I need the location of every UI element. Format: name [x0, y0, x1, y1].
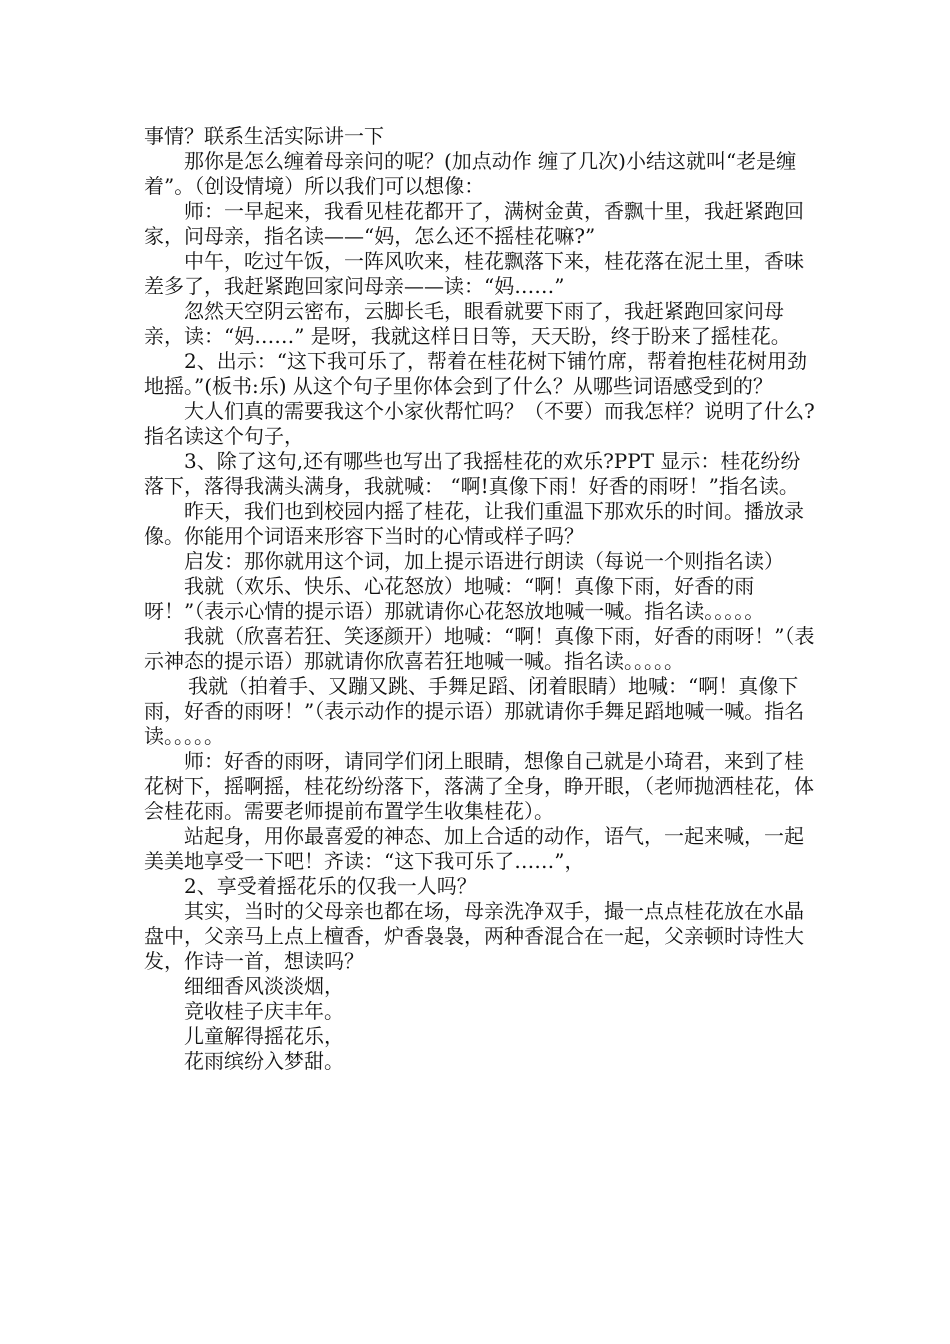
document-body	[144, 124, 820, 1074]
poem-line: 花雨缤纷入梦甜。	[184, 1049, 344, 1073]
paragraph: 昨天，我们也到校园内摇了桂花，让我们重温下那欢乐的时间。播放录像。你能用个词语来形容下当时的心情或样子吗？	[144, 499, 804, 548]
paragraph: 师：一早起来，我看见桂花都开了，满树金黄，香飘十里，我赶紧跑回家，问母亲，指名读——“妈，怎么还不摇桂花嘛?”	[144, 199, 804, 248]
poem-line: 竞收桂子庆丰年。	[184, 999, 344, 1023]
paragraph: 师：好香的雨呀，请同学们闭上眼睛，想像自己就是小琦君，来到了桂花树下，摇啊摇，桂花纷纷落下，落满了全身，睁开眼，（老师抛洒桂花，体会桂花雨。需要老师提前布置学生收集桂花）。	[144, 749, 814, 823]
paragraph: 启发：那你就用这个词，加上提示语进行朗读（每说一个则指名读）	[184, 549, 784, 573]
poem-line: 细细香风淡淡烟，	[184, 974, 344, 998]
paragraph: 忽然天空阴云密布，云脚长毛，眼看就要下雨了，我赶紧跑回家问母亲，读：“妈……” 是呀，我就这样日日等，天天盼，终于盼来了摇桂花。	[144, 299, 791, 348]
paragraph: 3、除了这句,还有哪些也写出了我摇桂花的欢乐?PPT 显示：桂花纷纷落下，落得我满头满身，我就喊： “啊!真像下雨！好香的雨呀！”指名读。	[144, 449, 801, 498]
paragraph: 站起身，用你最喜爱的神态、加上合适的动作，语气，一起来喊，一起美美地享受一下吧！齐读：“这下我可乐了……”，	[144, 824, 804, 873]
paragraph: 2、出示：“这下我可乐了，帮着在桂花树下铺竹席，帮着抱桂花树用劲地摇。”(板书:乐) 从这个句子里你体会到了什么？从哪些词语感受到的？	[144, 349, 807, 398]
paragraph: 大人们真的需要我这个小家伙帮忙吗？（不要）而我怎样？说明了什么?指名读这个句子，	[144, 399, 815, 448]
poem	[144, 974, 820, 1074]
paragraph: 其实，当时的父母亲也都在场，母亲洗净双手，撮一点点桂花放在水晶盘中，父亲马上点上檀香，炉香袅袅，两种香混合在一起，父亲顿时诗性大发，作诗一首，想读吗？	[144, 899, 804, 973]
paragraph: 中午，吃过午饭，一阵风吹来，桂花飘落下来，桂花落在泥土里，香味差多了，我赶紧跑回家问母亲——读：“妈……”	[144, 249, 804, 298]
paragraph: 我就（拍着手、又蹦又跳、手舞足蹈、闭着眼睛）地喊：“啊！真像下雨，好香的雨呀！”（表示动作的提示语）那就请你手舞足蹈地喊一喊。指名读。。。。。	[144, 674, 805, 748]
paragraph: 事情？联系生活实际讲一下	[144, 124, 384, 148]
poem-line: 儿童解得摇花乐，	[184, 1024, 344, 1048]
paragraph: 我就（欢乐、快乐、心花怒放）地喊：“啊！真像下雨，好香的雨呀！”（表示心情的提示语）那就请你心花怒放地喊一喊。指名读。。。。。	[144, 574, 765, 623]
paragraph: 那你是怎么缠着母亲问的呢？(加点动作 缠了几次)小结这就叫“老是缠着”。（创设情境）所以我们可以想像：	[144, 149, 797, 198]
paragraph: 我就（欣喜若狂、笑逐颜开）地喊：“啊！真像下雨，好香的雨呀！”（表示神态的提示语）那就请你欣喜若狂地喊一喊。指名读。。。。。	[144, 624, 815, 673]
paragraph: 2、享受着摇花乐的仅我一人吗？	[184, 874, 477, 898]
